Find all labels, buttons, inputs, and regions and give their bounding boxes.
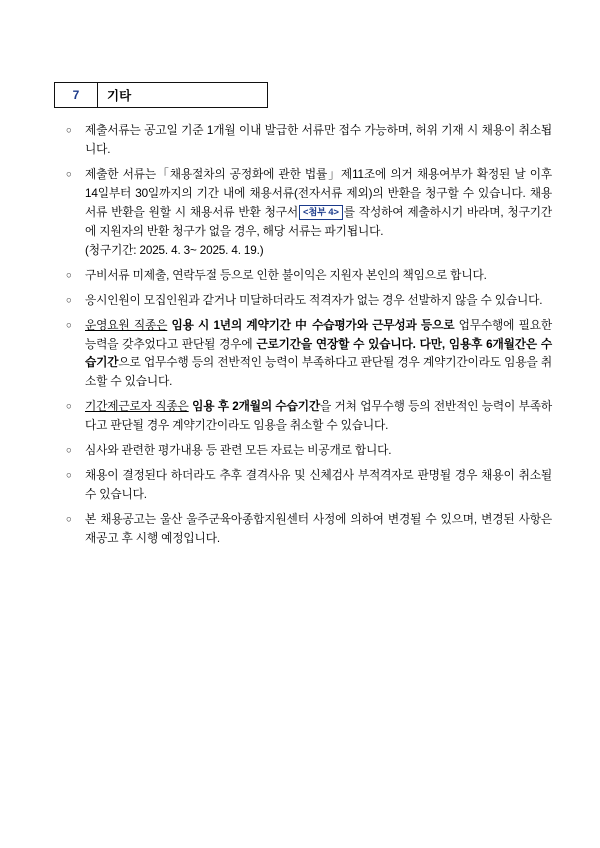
list-item-notice-change [66,511,552,549]
job-type-label: 운영요원 직종은 [85,318,168,332]
list-item-submitted-docs-validity [66,122,552,160]
list-item-fixed-term-worker [66,398,552,436]
emphasis-text-1: 임용 후 2개월의 수습기간 [192,400,320,414]
emphasis-text-2: 근로기간을 연장할 수 있습니다. 다만, 임용후 6개월간은 수습기간 [85,337,552,370]
list-item-text: 구비서류 미제출, 연락두절 등으로 인한 불이익은 지원자 본인의 책임으로 합니다. [85,268,487,282]
notice-list [48,122,552,549]
list-item-text-tail: 를 작성하여 제출하시기 바라며, 청구기간에 지원자의 반환 청구가 없을 경우, 해당 서류는 파기됩니다. [85,205,552,238]
job-type-label: 기간제근로자 직종은 [85,400,189,414]
list-item-missing-docs [66,267,552,286]
list-item-document-return [66,166,552,261]
list-item-text: 채용이 결정된다 하더라도 추후 결격사유 및 신체검사 부적격자로 판명될 경우 채용이 취소될 수 있습니다. [85,469,552,502]
section-header [54,82,552,108]
list-item-operating-staff [66,317,552,393]
list-item-text: 심사와 관련한 평가내용 등 관련 모든 자료는 비공개로 합니다. [85,444,392,458]
list-item-text: 제출한 서류는「채용절차의 공정화에 관한 법률」제11조에 의거 채용여부가 확정된 날 이후 14일부터 30일까지의 기간 내에 채용서류(전자서류 제외)의 반환을 청구할 수 있습니다. 채용서류 반환을 원할 시 채용서류 반환 청구서 [85,167,552,219]
attachment-tag: <첨부 4> [299,205,343,220]
list-item-disqualification [66,467,552,505]
section-number: 7 [54,82,98,108]
list-item-no-qualified-candidate [66,292,552,311]
list-item-text: 제출서류는 공고일 기준 1개월 이내 발급한 서류만 접수 가능하며, 허위 기재 시 채용이 취소됩니다. [85,124,552,156]
list-item-evaluation-confidential [66,442,552,461]
plain-text-1: 을 거쳐 업무수행 등의 전반적인 능력이 부족하다고 판단될 경우 계약기간이라도 임용을 취소할 수 있습니다. [85,400,553,433]
plain-text-1: 업무수행에 필요한 능력을 갖추었다고 판단될 경우에 [85,318,552,351]
plain-text-2: 으로 업무수행 등의 전반적인 능력이 부족하다고 판단될 경우 계약기간이라도 임용을 취소할 수 있습니다. [85,356,552,389]
list-item-text: 본 채용공고는 울산 울주군육아종합지원센터 사정에 의하여 변경될 수 있으며, 변경된 사항은 재공고 후 시행 예정입니다. [85,513,552,546]
list-item-text: 응시인원이 모집인원과 같거나 미달하더라도 적격자가 없는 경우 선발하지 않을 수 있습니다. [85,293,543,307]
claim-period-note: (청구기간: 2025. 4. 3~ 2025. 4. 19.) [85,243,264,257]
emphasis-text-1: 임용 시 1년의 계약기간 中 수습평가와 근무성과 등으로 [171,318,455,332]
section-title: 기타 [98,82,268,108]
